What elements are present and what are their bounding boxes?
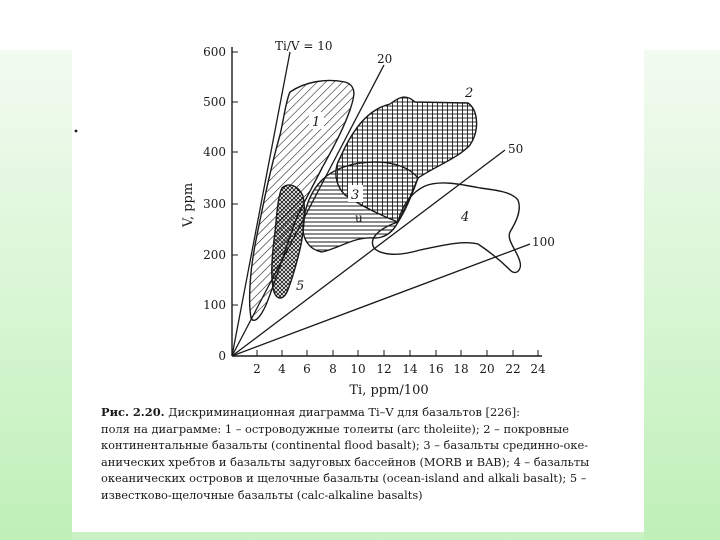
x-tick-16: 16	[428, 362, 444, 376]
field-label-1: 1	[312, 115, 321, 130]
x-tick-2: 2	[253, 362, 261, 376]
x-tick-4: 4	[278, 362, 286, 376]
y-tick-500: 500	[203, 95, 226, 109]
y-axis-title: V, ppm	[181, 182, 196, 228]
x-tick-labels	[253, 362, 546, 376]
ratio-label-10: Ti/V = 10	[275, 39, 333, 53]
x-tick-18: 18	[453, 362, 469, 376]
y-tick-600: 600	[203, 45, 226, 59]
caption-line-5: океанических островов и щелочные базальты (ocean-island and alkali basalt); 5 –	[101, 471, 587, 486]
y-tick-0: 0	[218, 349, 226, 363]
caption-line-4: анических хребтов и базальты задуговых бассейнов (MORB и BAB); 4 – базальты	[101, 454, 590, 469]
y-tick-200: 200	[203, 248, 226, 262]
field-3-morb	[303, 162, 418, 252]
ratio-label-50: 50	[508, 142, 524, 156]
x-tick-22: 22	[505, 362, 521, 376]
field-3-small-mark: u	[355, 211, 363, 225]
x-axis-title: Ti, ppm/100	[349, 383, 429, 398]
x-tick-12: 12	[376, 362, 392, 376]
caption-line-2: поля на диаграмме: 1 – островодужные толеиты (arc tholeiite); 2 – покровные	[101, 421, 569, 436]
x-tick-8: 8	[329, 362, 337, 376]
figure-caption	[101, 404, 641, 504]
ratio-label-20: 20	[377, 52, 393, 66]
y-tick-100: 100	[203, 298, 226, 312]
field-label-5: 5	[296, 279, 305, 294]
y-axis-ticks	[232, 52, 238, 305]
field-label-2: 2	[465, 86, 474, 101]
x-tick-10: 10	[350, 362, 366, 376]
caption-line-6: известково-щелочные базальты (calc-alkaline basalts)	[101, 487, 423, 502]
x-tick-20: 20	[479, 362, 495, 376]
stray-mark	[75, 130, 78, 133]
field-label-3: 3	[351, 188, 360, 203]
y-tick-labels	[203, 45, 226, 363]
caption-line-3: континентальные базальты (continental flood basalt); 3 – базальты срединно-оке-	[101, 438, 589, 453]
x-tick-24: 24	[530, 362, 546, 376]
x-tick-14: 14	[402, 362, 418, 376]
x-tick-6: 6	[303, 362, 311, 376]
caption-title: Рис. 2.20.	[101, 405, 165, 419]
y-tick-400: 400	[203, 145, 226, 159]
caption-line-1	[101, 404, 641, 421]
caption-line-1-text: Дискриминационная диаграмма Ti–V для базальтов [226]:	[168, 405, 521, 419]
x-axis-ticks	[257, 350, 538, 356]
field-label-4: 4	[461, 210, 470, 225]
ratio-label-100: 100	[532, 235, 555, 249]
y-tick-300: 300	[203, 197, 226, 211]
